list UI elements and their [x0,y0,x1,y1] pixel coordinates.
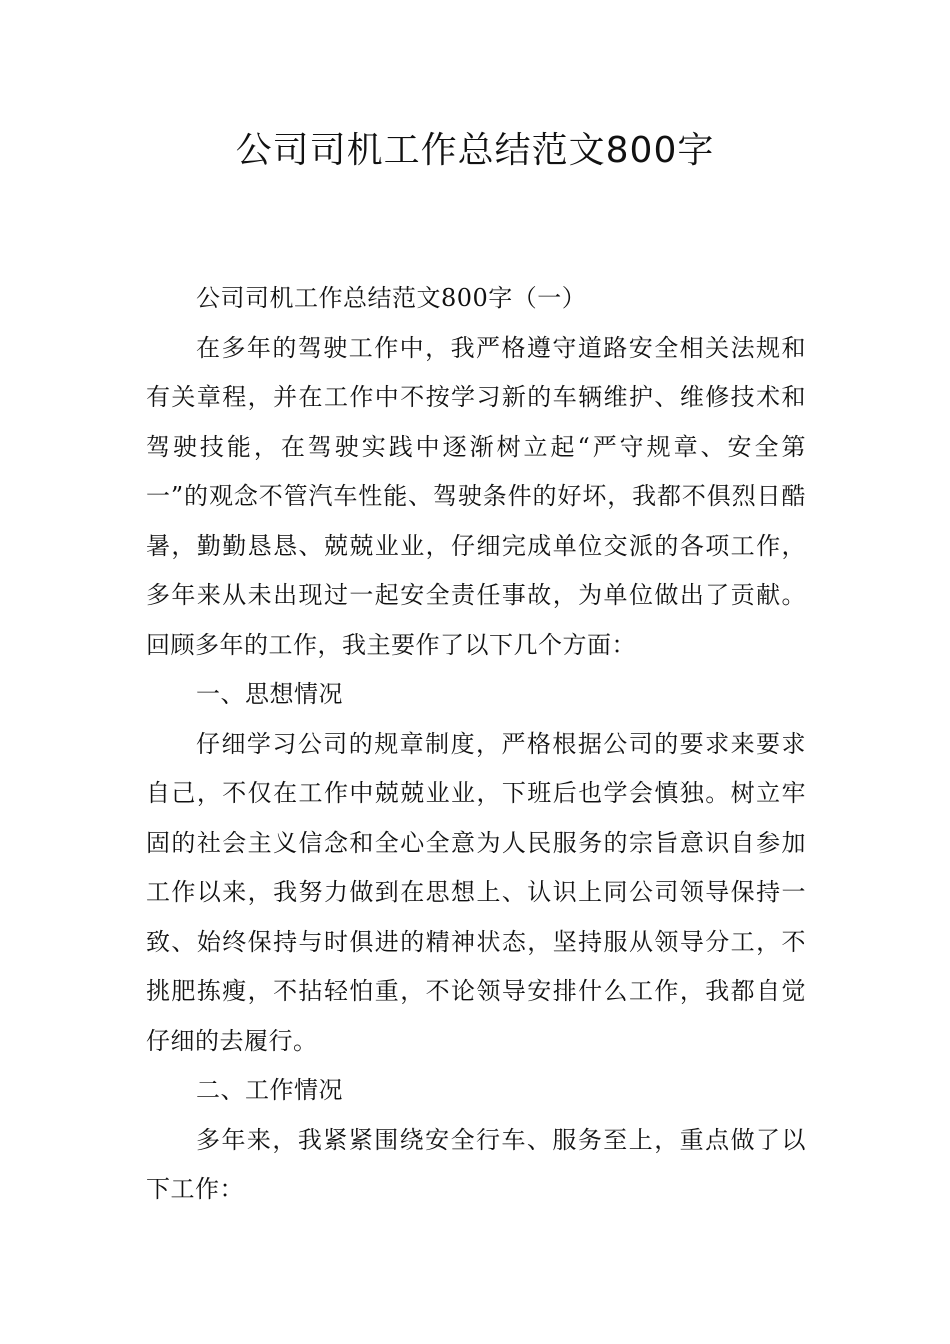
intro-paragraph: 在多年的驾驶工作中，我严格遵守道路安全相关法规和有关章程，并在工作中不按学习新的车辆维护、维修技术和驾驶技能，在驾驶实践中逐渐树立起“严守规章、安全第一”的观念不管汽车性能、驾驶条件的好坏，我都不俱烈日酷暑，勤勤恳恳、兢兢业业，仔细完成单位交派的各项工作，多年来从未出现过一起安全责任事故，为单位做出了贡献。回顾多年的工作，我主要作了以下几个方面： [146,333,806,659]
document-title: 公司司机工作总结范文800字 [235,130,715,171]
work-paragraph: 多年来，我紧紧围绕安全行车、服务至上，重点做了以下工作： [146,1125,806,1203]
document-body [146,274,806,1215]
section-heading-one: 公司司机工作总结范文800字（一） [196,284,587,312]
subheading-thought: 一、思想情况 [196,680,343,708]
thought-paragraph: 仔细学习公司的规章制度，严格根据公司的要求来要求自己，不仅在工作中兢兢业业，下班后也学会慎独。树立牢固的社会主义信念和全心全意为人民服务的宗旨意识自参加工作以来，我努力做到在思想上、认识上同公司领导保持一致、始终保持与时俱进的精神状态，坚持服从领导分工，不挑肥拣瘦，不拈轻怕重，不论领导安排什么工作，我都自觉仔细的去履行。 [146,729,806,1055]
subheading-work: 二、工作情况 [196,1076,343,1104]
